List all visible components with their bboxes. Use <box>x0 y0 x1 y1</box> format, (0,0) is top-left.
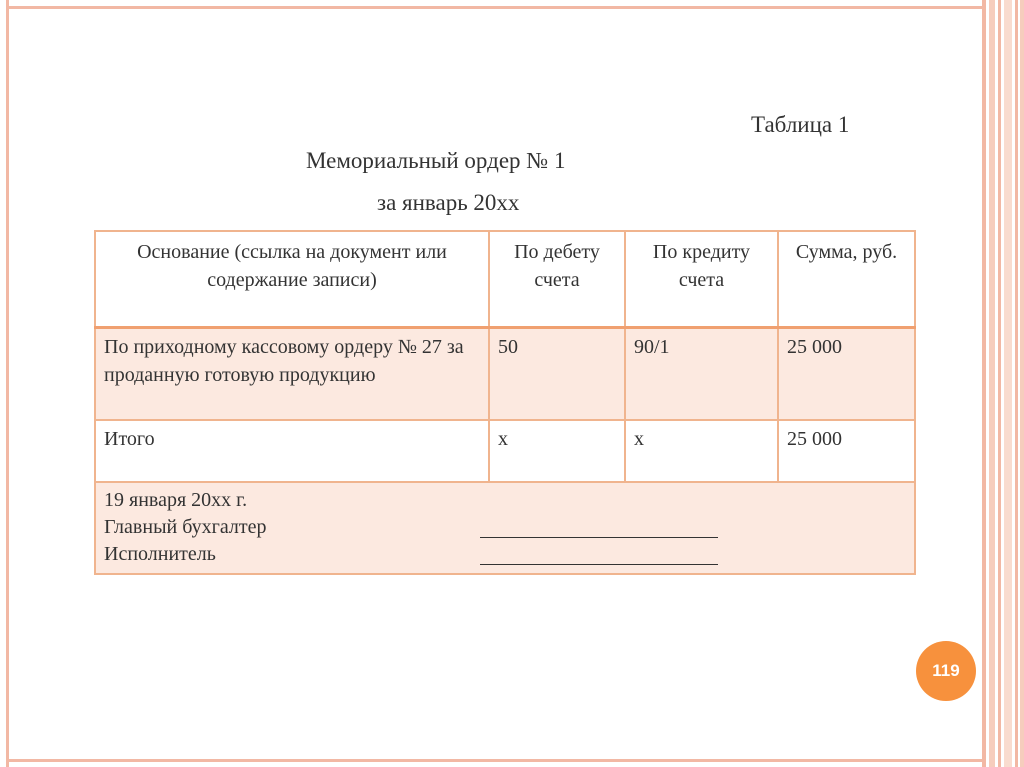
signature-line <box>480 515 718 538</box>
footer-chief-line <box>104 514 906 541</box>
signature-line <box>480 542 718 565</box>
header-amount: Сумма, руб. <box>778 231 915 328</box>
decor-stripe <box>998 0 1001 767</box>
cell-amount: 25 000 <box>778 420 915 482</box>
decor-stripe <box>1015 0 1018 767</box>
cell-debit: 50 <box>489 328 625 421</box>
header-debit: По дебету счета <box>489 231 625 328</box>
slide-frame-bottom <box>6 759 982 762</box>
memorial-order-table <box>94 230 916 575</box>
decor-stripe <box>1020 0 1024 767</box>
footer-date: 19 января 20хх г. <box>104 489 248 511</box>
footer-executor-line <box>104 541 906 568</box>
chief-accountant-label: Главный бухгалтер <box>104 516 267 538</box>
decor-stripe <box>989 0 995 767</box>
table-row <box>95 328 915 421</box>
footer-date-line <box>104 487 906 514</box>
document-title: Мемориальный ордер № 1 <box>306 148 566 173</box>
signature-block <box>95 482 915 574</box>
header-basis: Основание (ссылка на документ или содержание записи) <box>95 231 489 328</box>
cell-basis: По приходному кассовому ордеру № 27 за проданную готовую продукцию <box>95 328 489 421</box>
table-header-row <box>95 231 915 328</box>
executor-label: Исполнитель <box>104 543 216 565</box>
table-caption: Таблица 1 <box>751 112 850 137</box>
header-credit: По кредиту счета <box>625 231 778 328</box>
cell-amount: 25 000 <box>778 328 915 421</box>
table-footer-row <box>95 482 915 574</box>
page-number-badge: 119 <box>916 641 976 701</box>
slide-frame-left <box>6 0 9 767</box>
decor-stripe <box>1004 0 1012 767</box>
cell-debit: х <box>489 420 625 482</box>
decor-stripe <box>982 0 986 767</box>
cell-total-label: Итого <box>95 420 489 482</box>
cell-credit: 90/1 <box>625 328 778 421</box>
document-subtitle: за январь 20хх <box>377 190 520 215</box>
slide-frame-top <box>6 6 982 9</box>
table-row-total <box>95 420 915 482</box>
cell-credit: х <box>625 420 778 482</box>
